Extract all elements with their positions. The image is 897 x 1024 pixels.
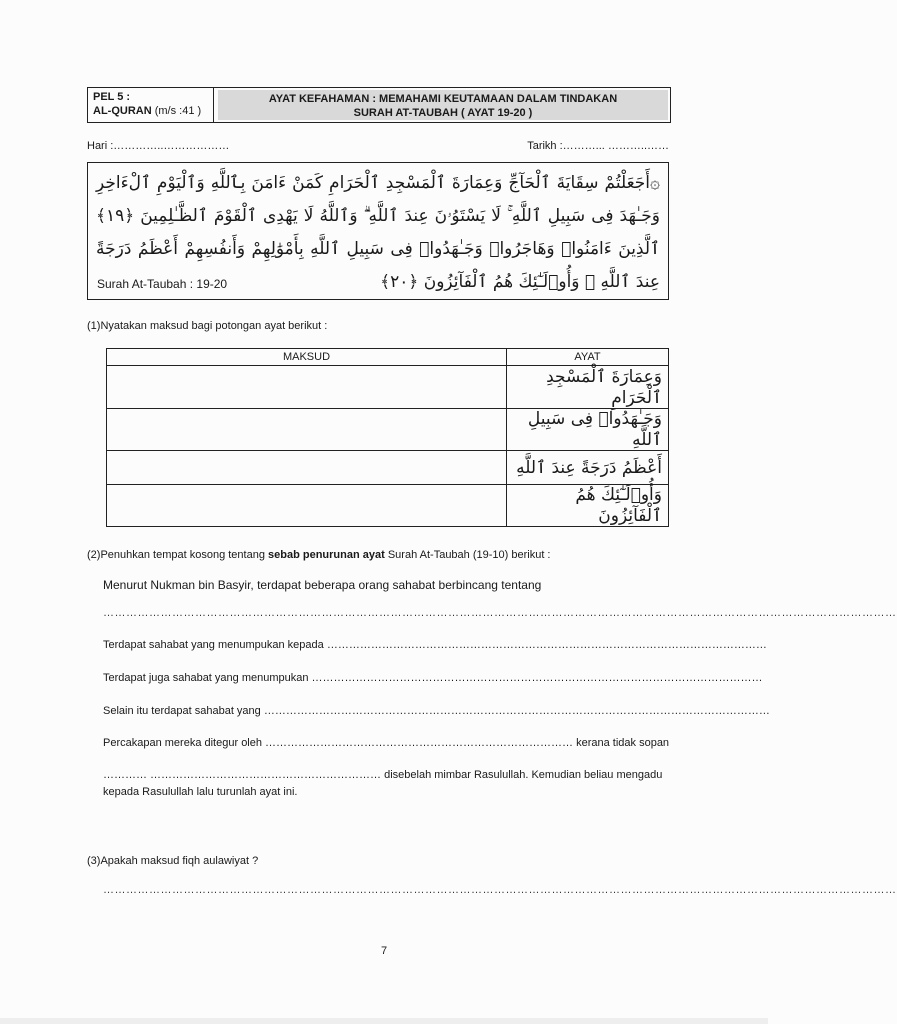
fill-line-5[interactable]: Selain itu terdapat sahabat yang ………………………………………………………………………………………………………………………… [103, 705, 770, 717]
table-header-row [107, 349, 669, 366]
quran-verse-text: ۞أَجَعَلْتُمْ سِقَايَةَ ٱلْحَآجِّ وَعِمَارَةَ ٱلْمَسْجِدِ ٱلْحَرَامِ كَمَنْ ءَامَنَ بِٱللَّهِ وَٱلْيَوْمِ ٱلْءَاخِرِ وَجَـٰهَدَ فِى سَبِيلِ ٱللَّهِ ۚ لَا يَسْتَوُۥنَ عِندَ ٱللَّهِ ۗ وَٱللَّهُ لَا يَهْدِى ٱلْقَوْمَ ٱلظَّـٰلِمِينَ ﴿١٩﴾ ٱلَّذِينَ ءَامَنُوا۟ وَهَاجَرُوا۟ وَجَـٰهَدُوا۟ فِى سَبِيلِ ٱللَّهِ بِأَمْوَٰلِهِمْ وَأَنفُسِهِمْ أَعْظَمُ دَرَجَةً عِندَ ٱللَّهِ ۚ وَأُو۟لَـٰٓئِكَ هُمُ ٱلْفَآئِزُونَ ﴿٢٠﴾ [96, 173, 660, 292]
lesson-header [87, 87, 671, 123]
ayat-cell: وَعِمَارَةَ ٱلْمَسْجِدِ ٱلْحَرَامِ [507, 366, 669, 409]
subject-line [93, 104, 208, 118]
meaning-table [106, 348, 669, 527]
fill-line-4[interactable]: Terdapat juga sahabat yang menumpukan …………………………………………………………………………………………………………… [103, 672, 763, 684]
table-row [107, 366, 669, 409]
column-header-maksud: MAKSUD [107, 349, 507, 366]
question-2-title [87, 549, 551, 561]
question-2-title-bold: sebab penurunan ayat [268, 549, 385, 561]
lesson-title [218, 90, 668, 120]
question-3-answer-line[interactable]: ……………………………………………………………………………………………………………………………………………………………………………………… [103, 884, 897, 896]
day-field[interactable]: Hari :…………..……………… [87, 140, 230, 152]
maksud-answer-cell[interactable] [107, 485, 507, 527]
quran-verse-box [87, 162, 669, 300]
question-2-title-post: Surah At-Taubah (19-10) berikut : [384, 549, 551, 561]
question-1-title: (1)Nyatakan maksud bagi potongan ayat berikut : [87, 320, 328, 332]
subject-page: (m/s :41 ) [151, 105, 202, 117]
ayat-cell: أَعْظَمُ دَرَجَةً عِندَ ٱللَّهِ [507, 451, 669, 485]
lesson-title-line1: AYAT KEFAHAMAN : MEMAHAMI KEUTAMAAN DALAM TINDAKAN [268, 93, 618, 105]
maksud-answer-cell[interactable] [107, 451, 507, 485]
fill-line-6[interactable]: Percakapan mereka ditegur oleh ………………………………………………………………………… kerana tidak sopan [103, 737, 670, 749]
question-3-title: (3)Apakah maksud fiqh aulawiyat ? [87, 855, 259, 867]
ayat-cell: وَأُو۟لَـٰٓئِكَ هُمُ ٱلْفَآئِزُونَ [507, 485, 669, 527]
verse-reference: Surah At-Taubah : 19-20 [97, 277, 228, 291]
fill-line-1: Menurut Nukman bin Basyir, terdapat beberapa orang sahabat berbincang tentang [103, 578, 542, 592]
maksud-answer-cell[interactable] [107, 409, 507, 451]
question-2-title-pre: (2)Penuhkan tempat kosong tentang [87, 549, 269, 561]
maksud-answer-cell[interactable] [107, 366, 507, 409]
footer-band [0, 1018, 768, 1024]
table-row [107, 451, 669, 485]
ayat-cell: وَجَـٰهَدُوا۟ فِى سَبِيلِ ٱللَّهِ [507, 409, 669, 451]
fill-line-7[interactable]: ………… ……………………………………………………… disebelah mimbar Rasulullah. Kemudian beliau mengadu [103, 769, 663, 781]
table-row [107, 485, 669, 527]
date-line [87, 140, 669, 152]
table-row [107, 409, 669, 451]
lesson-code [88, 88, 214, 122]
fill-blank-1[interactable]: ……………………………………………………………………………………………………………………………………………………………………………………… [103, 607, 897, 619]
date-field[interactable]: Tarikh :………... ………..…… [527, 140, 669, 152]
fill-line-8: kepada Rasulullah lalu turunlah ayat ini. [103, 786, 298, 798]
lesson-title-line2: SURAH AT-TAUBAH ( AYAT 19-20 ) [353, 107, 533, 119]
fill-line-3[interactable]: Terdapat sahabat yang menumpukan kepada ………………………………………………………………………………………………………… [103, 639, 767, 651]
page-number: 7 [380, 945, 388, 957]
column-header-ayat: AYAT [507, 349, 669, 366]
subject-name: AL-QURAN [93, 105, 152, 117]
lesson-number: PEL 5 : [93, 91, 131, 103]
